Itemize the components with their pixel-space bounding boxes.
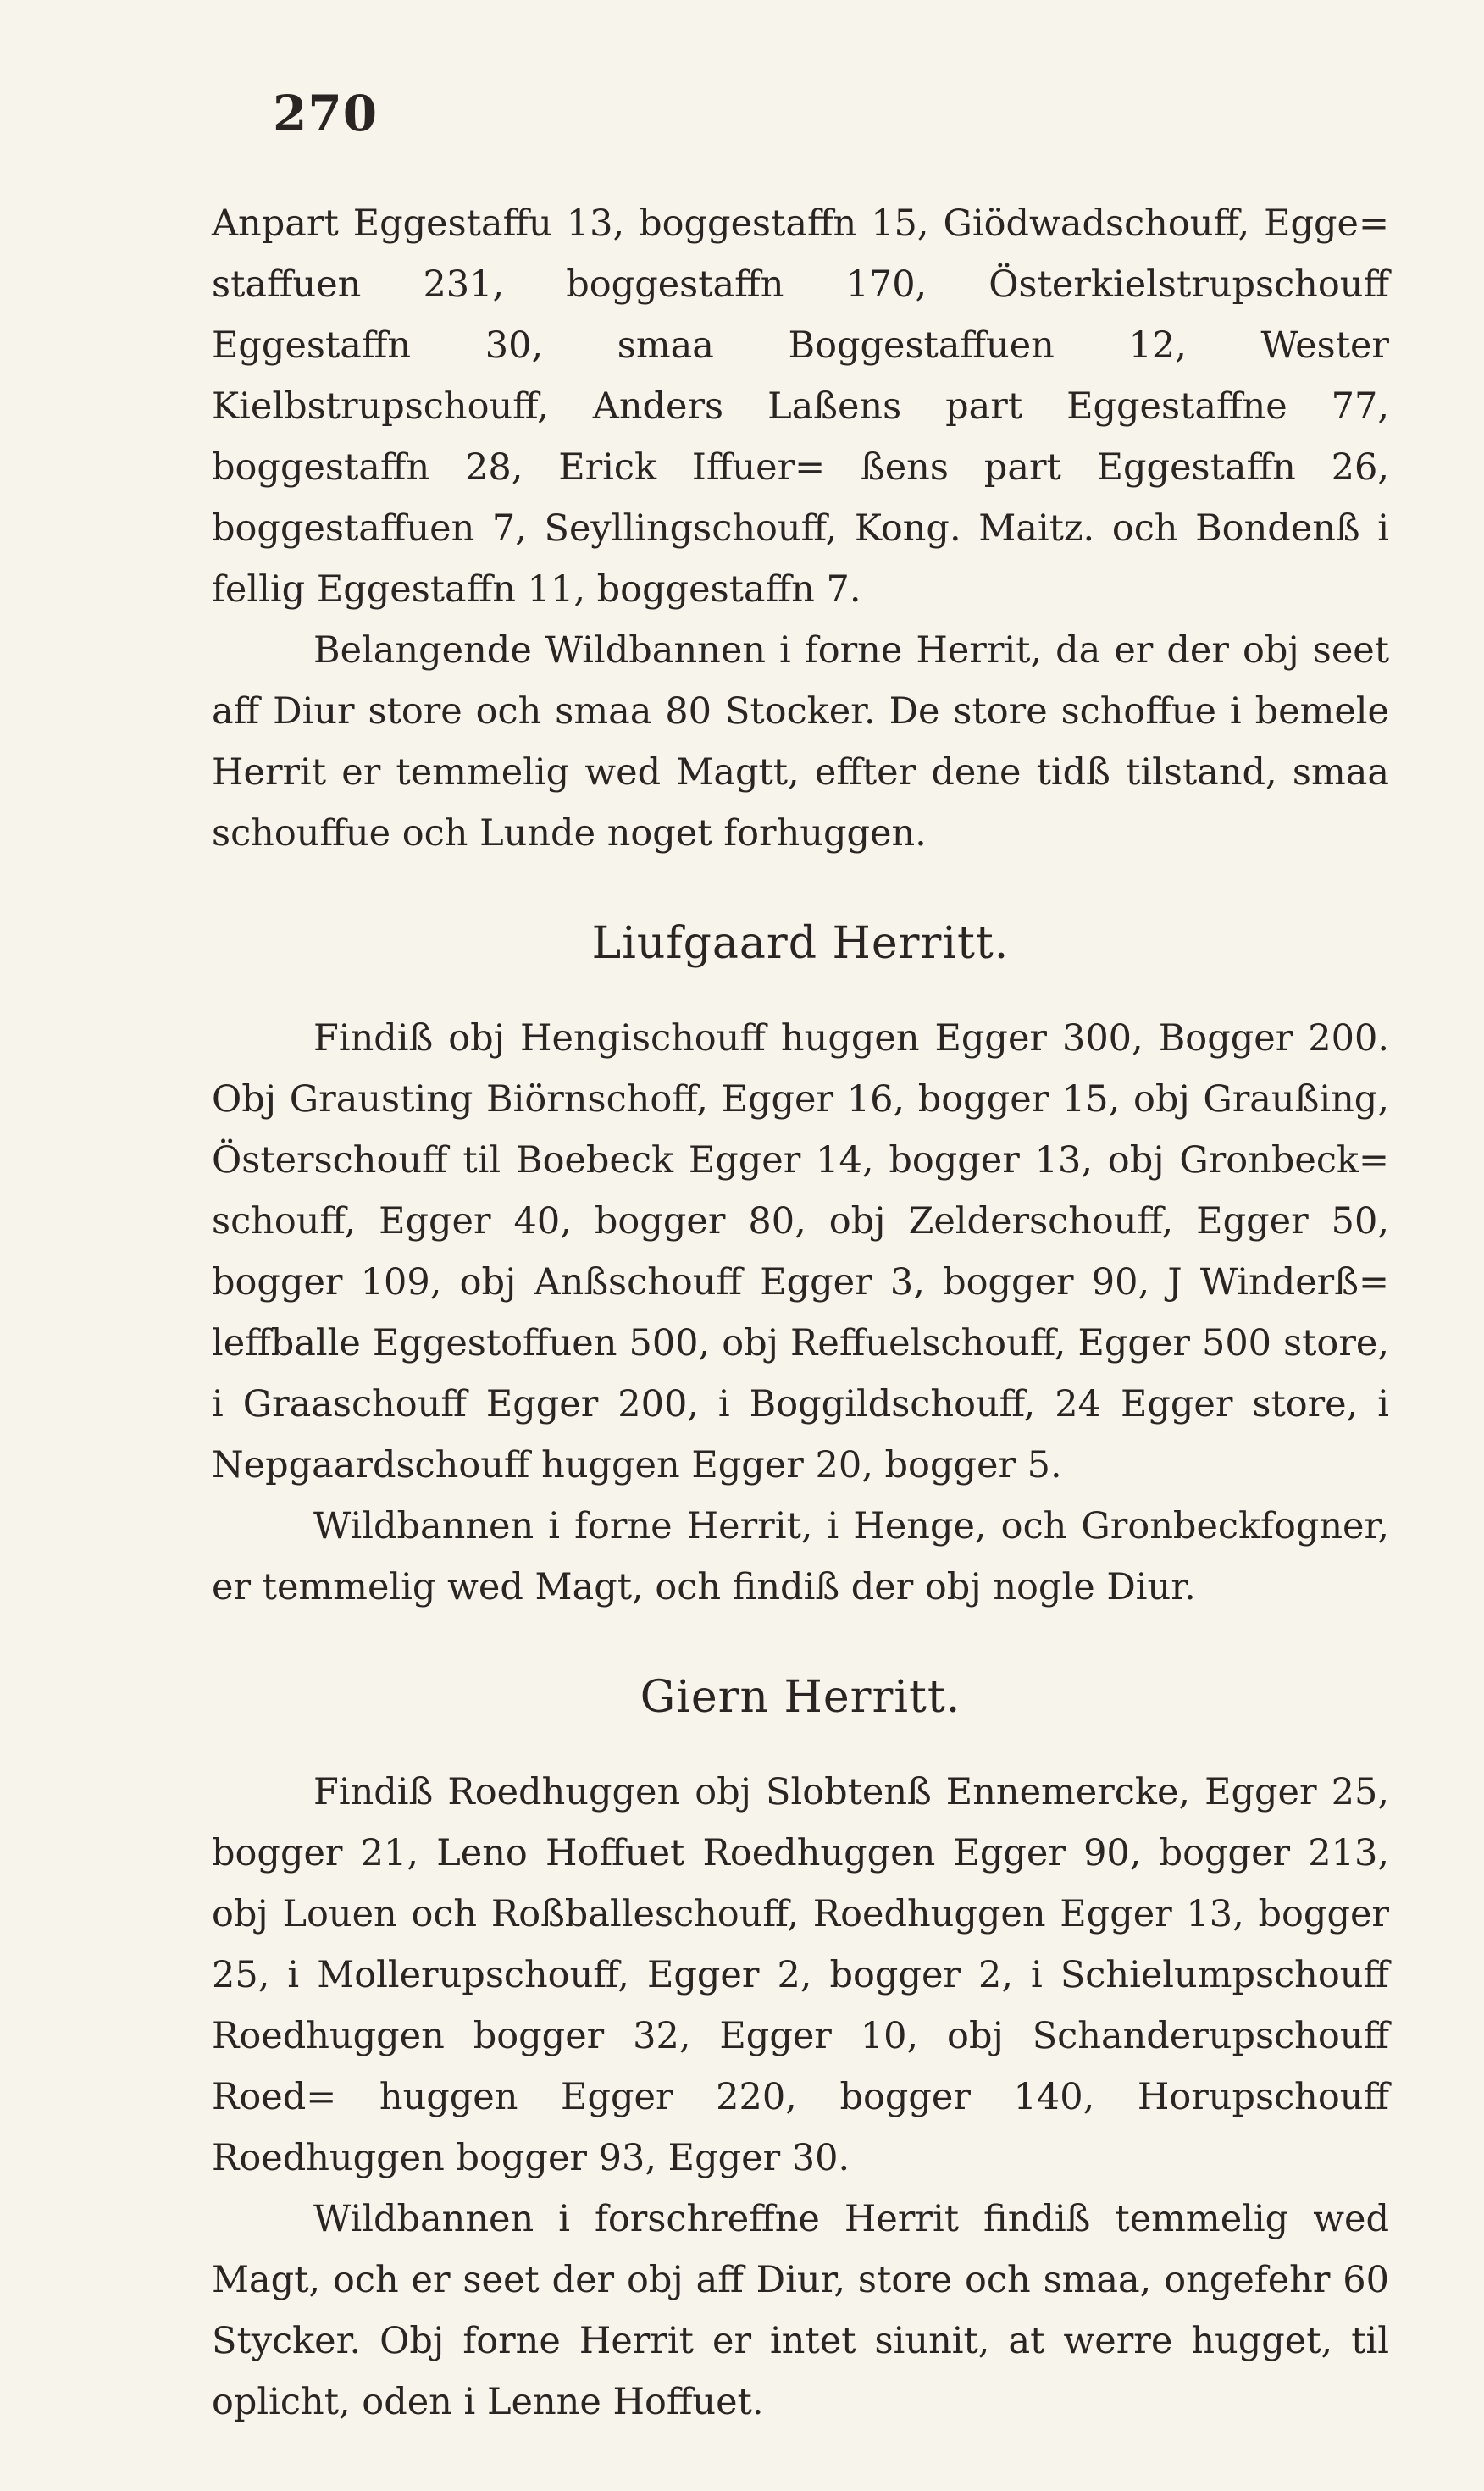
- section-heading-giern: Giern Herritt.: [640, 1672, 961, 1723]
- section-heading-liufgaard: Liufgaard Herritt.: [591, 918, 1010, 969]
- paragraph-wildbannen-2: Wildbannen i forne Herrit, i Henge, och Gronbeckfogner, er temmelig wed Magt, och findiß der obj nogle Diur.: [212, 1505, 1389, 1608]
- paragraph-giern-woods: Findiß Roedhuggen obj Slobtenß Ennemercke, Egger 25, bogger 21, Leno Hoffuet Roedhuggen Egger 90, bogger 213, obj Louen och Roßballeschouff, Roedhuggen Egger 13, bogger 25, i Mollerupschouff, Egger 2, bogger 2, i Schielumpschouff Roedhuggen bogger 32, Egger 10, obj Schanderupschouff Roed= huggen Egger 220, bogger 140, Horupschouff Roedhuggen bogger 93, Egger 30.: [212, 1771, 1389, 2179]
- page-body: [212, 193, 1389, 2433]
- page-number: 270: [273, 85, 379, 142]
- paragraph-wildbannen-1: Belangende Wildbannen i forne Herrit, da er der obj seet aff Diur store och smaa 80 Stocker. De store schoffue i bemele Herrit er temmelig wed Magtt, effter dene tidß tilstand, smaa schouffue och Lunde noget forhuggen.: [212, 629, 1389, 855]
- paragraph-wildbannen-3: Wildbannen i forschreffne Herrit findiß temmelig wed Magt, och er seet der obj aff Diur, store och smaa, ongefehr 60 Stycker. Obj forne Herrit er intet siunit, at werre hugget, til oplicht, oden i Lenne Hoffuet.: [212, 2198, 1389, 2423]
- paragraph-eggestaffn-list: Anpart Eggestaffu 13, boggestaffn 15, Giödwadschouff, Egge= staffuen 231, boggestaffn 170, Österkielstrupschouff Eggestaffn 30, smaa Boggestaffuen 12, Wester Kielbstrupschouff, Anders Laßens part Eggestaffne 77, boggestaffn 28, Erick Iffuer= ßens part Eggestaffn 26, boggestaffuen 7, Seyllingschouff, Kong. Maitz. och Bondenß i fellig Eggestaffn 11, boggestaffn 7.: [212, 202, 1389, 611]
- paragraph-liufgaard-woods: Findiß obj Hengischouff huggen Egger 300, Bogger 200. Obj Grausting Biörnschoff, Egger 16, bogger 15, obj Graußing, Österschouff til Boebeck Egger 14, bogger 13, obj Gronbeck= schouff, Egger 40, bogger 80, obj Zelderschouff, Egger 50, bogger 109, obj Anßschouff Egger 3, bogger 90, J Winderß= leffballe Eggestoffuen 500, obj Reffuelschouff, Egger 500 store, i Graaschouff Egger 200, i Boggildschouff, 24 Egger store, i Nepgaardschouff huggen Egger 20, bogger 5.: [212, 1017, 1389, 1486]
